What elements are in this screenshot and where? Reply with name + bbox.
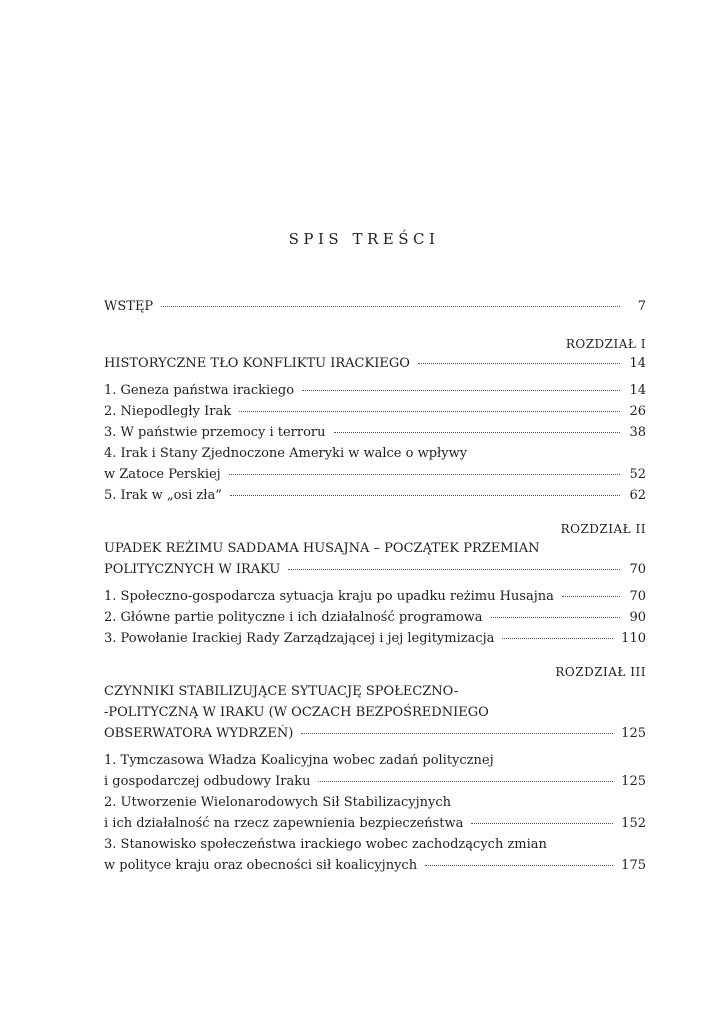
- section-line: 4. Irak i Stany Zjednoczone Ameryki w walce o wpływy: [104, 446, 468, 461]
- toc-entry-text: WSTĘP: [104, 299, 154, 314]
- section-entry: [104, 628, 646, 649]
- dot-leader: [491, 617, 620, 618]
- chapter-heading: [104, 559, 646, 580]
- chapter-label: ROZDZIAŁ III: [555, 665, 646, 679]
- dot-leader: [418, 363, 620, 364]
- section-line: 1. Tymczasowa Władza Koalicyjna wobec zadań politycznej: [104, 753, 494, 768]
- chapter-label: ROZDZIAŁ II: [560, 522, 646, 536]
- toc-page-number: 175: [621, 858, 646, 873]
- section-entry: [104, 485, 646, 506]
- dot-leader: [425, 865, 613, 866]
- section-entry: [104, 771, 646, 792]
- section-entry: [104, 401, 646, 422]
- dot-leader: [301, 733, 613, 734]
- toc-page-number: 62: [629, 488, 646, 503]
- toc-page-number: 110: [621, 631, 646, 646]
- table-of-contents: [104, 296, 646, 876]
- chapter-heading-line: -POLITYCZNĄ W IRAKU (W OCZACH BEZPOŚREDNIEGO: [104, 705, 489, 720]
- dot-leader: [161, 306, 620, 307]
- page-title: SPIS TREŚCI: [288, 230, 440, 248]
- section-entry: [104, 422, 646, 443]
- toc-page-number: 38: [629, 425, 646, 440]
- dot-leader: [229, 474, 620, 475]
- toc-entry-text: 1. Społeczno-gospodarcza sytuacja kraju po upadku reżimu Husajna: [104, 589, 554, 604]
- chapter-heading: [104, 353, 646, 374]
- section-entry: [104, 813, 646, 834]
- toc-entry-text: 2. Niepodległy Irak: [104, 404, 232, 419]
- toc-entry-text: 2. Główne partie polityczne i ich działalność programowa: [104, 610, 483, 625]
- toc-entry-text: w polityce kraju oraz obecności sił koalicyjnych: [104, 858, 418, 873]
- chapter-heading-line: CZYNNIKI STABILIZUJĄCE SYTUACJĘ SPOŁECZNO-: [104, 684, 459, 699]
- section-entry: [104, 586, 646, 607]
- toc-page-number: 14: [629, 383, 646, 398]
- section-entry: [104, 464, 646, 485]
- toc-entry-text: i gospodarczej odbudowy Iraku: [104, 774, 311, 789]
- toc-entry-text: 1. Geneza państwa irackiego: [104, 383, 295, 398]
- toc-entry-text: i ich działalność na rzecz zapewnienia bezpieczeństwa: [104, 816, 464, 831]
- chapter-heading-line: UPADEK REŻIMU SADDAMA HUSAJNA – POCZĄTEK PRZEMIAN: [104, 541, 540, 556]
- dot-leader: [288, 569, 620, 570]
- dot-leader: [502, 638, 613, 639]
- dot-leader: [334, 432, 620, 433]
- toc-page-number: 125: [621, 726, 646, 741]
- toc-page-number: 14: [629, 356, 646, 371]
- section-entry: [104, 855, 646, 876]
- toc-entry-text: 5. Irak w „osi zła”: [104, 488, 222, 503]
- toc-entry-text: OBSERWATORA WYDRZEŃ): [104, 726, 294, 741]
- toc-entry-text: POLITYCZNYCH W IRAKU: [104, 562, 281, 577]
- chapter-heading: [104, 723, 646, 744]
- dot-leader: [562, 596, 620, 597]
- dot-leader: [239, 411, 620, 412]
- dot-leader: [302, 390, 620, 391]
- dot-leader: [318, 781, 613, 782]
- chapter-label: ROZDZIAŁ I: [565, 337, 646, 351]
- section-entry: [104, 607, 646, 628]
- dot-leader: [230, 495, 620, 496]
- section-line: 3. Stanowisko społeczeństwa irackiego wobec zachodzących zmian: [104, 837, 547, 852]
- toc-entry-text: 3. Powołanie Irackiej Rady Zarządzającej i jej legitymizacja: [104, 631, 495, 646]
- toc-page-number: 26: [629, 404, 646, 419]
- toc-entry-text: HISTORYCZNE TŁO KONFLIKTU IRACKIEGO: [104, 356, 410, 371]
- toc-page-number: 52: [629, 467, 646, 482]
- toc-page-number: 90: [629, 610, 646, 625]
- section-line: 2. Utworzenie Wielonarodowych Sił Stabilizacyjnych: [104, 795, 452, 810]
- toc-page-number: 152: [621, 816, 646, 831]
- toc-entry-text: w Zatoce Perskiej: [104, 467, 221, 482]
- toc-page-number: 70: [629, 562, 646, 577]
- toc-entry-intro: [104, 296, 646, 317]
- dot-leader: [471, 823, 613, 824]
- toc-page-number: 125: [621, 774, 646, 789]
- chapter-list: [104, 335, 646, 876]
- toc-entry-text: 3. W państwie przemocy i terroru: [104, 425, 326, 440]
- toc-page-number: 70: [629, 589, 646, 604]
- section-entry: [104, 380, 646, 401]
- toc-page-number: 7: [637, 299, 646, 314]
